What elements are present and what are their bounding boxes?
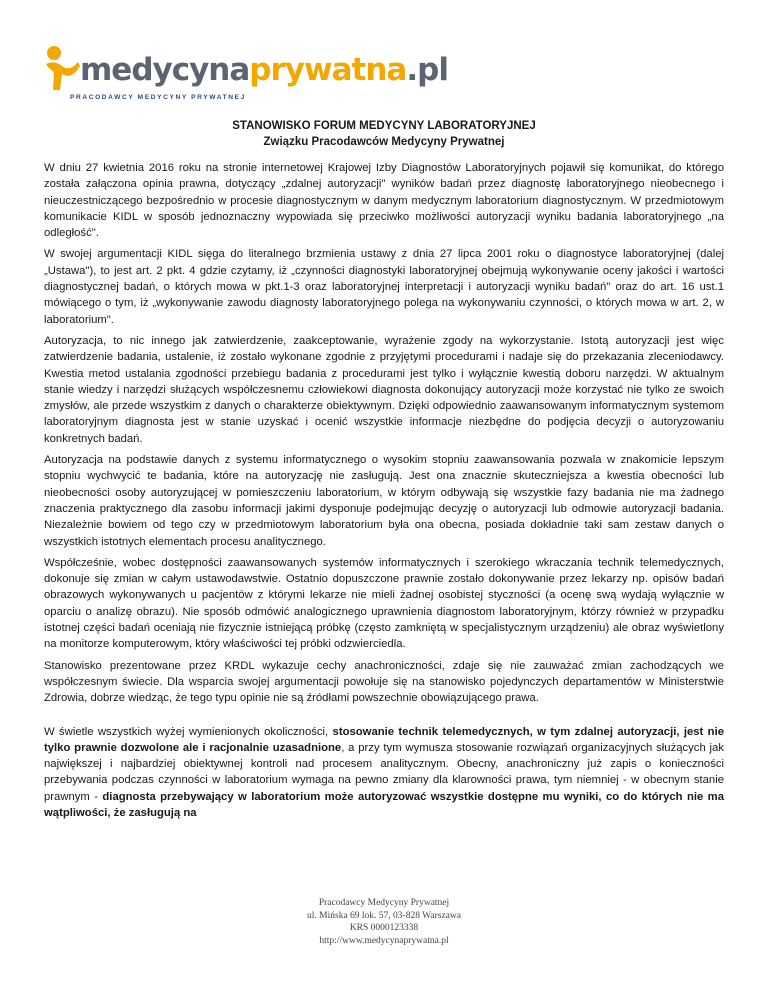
p7-bold-2: diagnosta przebywający w laboratorium może autoryzować wszystkie dostępne mu wyniki, co do których nie ma wątpliwości, że zasługują na — [44, 790, 724, 819]
document-title: STANOWISKO FORUM MEDYCYNY LABORATORYJNEJ — [232, 120, 536, 132]
footer-krs: KRS 0000123338 — [349, 923, 419, 933]
company-logo — [44, 40, 448, 112]
footer-address: ul. Mińska 69 lok. 57, 03-828 Warszawa — [307, 910, 461, 921]
p7-text-1: W świetle wszystkich wyżej wymienionych okoliczności, — [44, 725, 333, 738]
footer-company: Pracodawcy Medycyny Prywatnej — [318, 898, 450, 908]
p7-text-2: , a przy tym wymusza stosowanie rozwiązań organizacyjnych służących jak największej i najbardziej obiektywnej kontroli nad procesem analitycznym. Obecny, anachroniczny już zapis o konieczności przebywania podczas czynności w laboratorium wymaga na pewno zmiany dla klarowności prawa, tym niemniej - w obecnym stanie prawnym - — [44, 741, 724, 803]
document-header — [0, 118, 768, 150]
page-footer — [0, 897, 768, 947]
paragraph-1: W dniu 27 kwietnia 2016 roku na stronie internetowej Krajowej Izby Diagnostów Laboratoryjnych pojawił się komunikat, do którego została załączona opinia prawna, dotyczący „zdalnej autoryzacji" wyników badań przez diagnostę laboratoryjnego nieobecnego i nieuczestniczącego bezpośrednio w procesie diagnostycznym w danym medycznym laboratorium diagnostycznym. W przedmiotowym komunikacie KIDL w sposób jednoznaczny wypowiada się przeciwko możliwości autoryzacji wyniku badania laboratoryjnego „na odległość". — [44, 162, 724, 240]
paragraph-2: W swojej argumentacji KIDL sięga do literalnego brzmienia ustawy z dnia 27 lipca 2001 roku o diagnostyce laboratoryjnej (dalej „Ustawa"), to jest art. 2 pkt. 4 gdzie czytamy, iż „czynności diagnostyki laboratoryjnej obejmują wykonywanie oceny jakości i wartości diagnostycznej badań, o których mowa w pkt.1-3 oraz laboratoryjnej interpretacji i autoryzacji wyniku badań" oraz do art. 16 ust.1 mówiącego o tym, iż „wykonywanie zawodu diagnosty laboratoryjnego polega na wykonywaniu czynności, o których mowa w art. 2, w laboratorium". — [44, 248, 724, 326]
p7-bold-1: stosowanie technik telemedycznych, w tym zdalnej autoryzacji, jest nie tylko prawnie dozwolone ale i racjonalnie uzasadnione — [44, 725, 724, 754]
document-subtitle: Związku Pracodawców Medycyny Prywatnej — [263, 136, 505, 148]
logo-tagline: PRACODAWCY MEDYCYNY PRYWATNEJ — [70, 94, 246, 101]
logo-wordmark: medycynaprywatna.pl — [80, 52, 448, 88]
document-body — [44, 160, 724, 826]
paragraph-3: Autoryzacja, to nic innego jak zatwierdzenie, zaakceptowanie, wyrażenie zgody na wykorzystanie. Istotą autoryzacji jest więc zatwierdzenie badania, ustalenie, iż zostało wykonane zgodnie z przyjętymi procedurami i nadaje się do przekazania zleceniodawcy. Kwestia metod ustalania zgodności przebiegu badania z procedurami jest tylko i wyłącznie kwestią doboru narzędzi. W aktualnym stanie wiedzy i narzędzi służących współczesnemu człowiekowi diagnosta dokonujący autoryzacji może korzystać nie tylko ze swoich zmysłów, ale przede wszystkim z danych o charakterze obiektywnym. Dzięki odpowiednio zaawansowanym informatycznym systemom laboratoryjnym diagnosta jest w stanie uzyskać i ocenić wszystkie informacje niezbędne do podjęcia decyzji o autoryzowaniu konkretnych badań. — [44, 334, 724, 445]
footer-website-link[interactable]: http://www.medycynaprywatna.pl — [319, 935, 449, 946]
paragraph-4: Autoryzacja na podstawie danych z systemu informatycznego o wysokim stopniu zaawansowania pozwala w znakomicie lepszym stopniu wychwycić te badania, które na autoryzację nie zasługują. Jest ona znacznie skuteczniejsza a kwestia obecności lub nieobecności osoby autoryzującej w pomieszczeniu laboratorium, w którym odbywają się wszystkie fazy badania nie ma żadnego znaczenia praktycznego dla zasobu informacji jakimi dysponuje podejmując decyzję o autoryzacji lub odmowie autoryzacji badania. Niezależnie bowiem od tego czy w przedmiotowym laboratorium była ona obecna, posiada dokładnie taki sam zestaw danych o wszystkich istotnych elementach procesu analitycznego. — [44, 454, 724, 548]
paragraph-5: Współcześnie, wobec dostępności zaawansowanych systemów informatycznych i szerokiego wkraczania technik telemedycznych, dokonuje się zmian w całym ustawodawstwie. Ostatnio dopuszczone prawnie zostało dokonywanie przez lekarzy np. opisów badań obrazowych wykonywanych u pacjentów z którymi lekarze nie mieli żadnej osobistej styczności (a ocenę swą wydają wyłącznie w oparciu o analizę obrazu). Nie sposób odmówić analogicznego uprawnienia diagnostom laboratoryjnym, którzy również w przypadku istotnej części badań oceniają nie fizycznie istniejącą próbkę (często zamkniętą w specjalistycznym urządzeniu) ale obraz wyświetlony na monitorze komputerowym, który właściwości tej próbki odzwierciedla. — [44, 556, 724, 651]
paragraph-6: Stanowisko prezentowane przez KRDL wykazuje cechy anachroniczności, zdaje się nie zauważać zmian zachodzących we współczesnym świecie. Dla wsparcia swojej argumentacji powołuje się na stanowisko pojedynczych departamentów w Ministerstwie Zdrowia, dobrze wiedząc, że tego typu opinie nie są źródłami powszechnie obowiązującego prawa. — [44, 659, 724, 705]
paragraph-7 — [44, 724, 724, 822]
logo-figure-icon — [44, 44, 84, 94]
